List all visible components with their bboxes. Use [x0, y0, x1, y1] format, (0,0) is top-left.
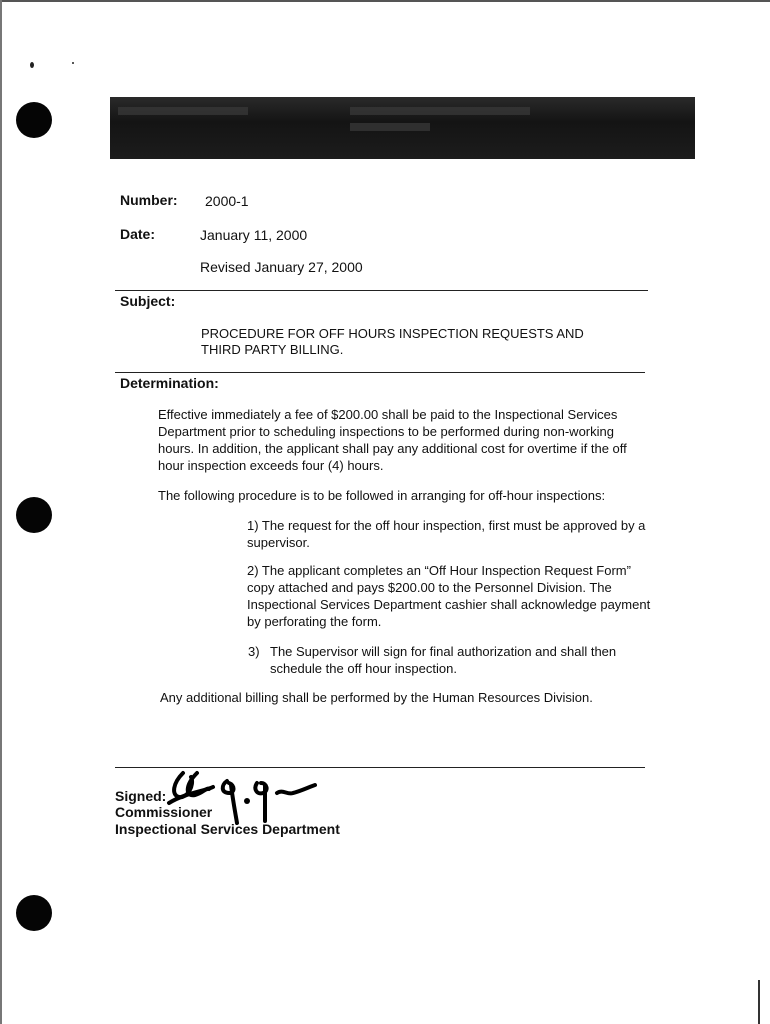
date-label: Date:	[120, 226, 156, 242]
subject-line-2: THIRD PARTY BILLING.	[201, 342, 344, 357]
signer-title: Commissioner	[115, 804, 213, 820]
page-top-edge	[0, 0, 770, 2]
revised-date: Revised January 27, 2000	[200, 259, 363, 275]
step-2: 2) The applicant completes an “Off Hour Inspection Request Form” copy attached and pays $200.00 to the Personnel Division. The Inspectional Services Department cashier shall acknowledge payment by perforating the form.	[247, 563, 651, 629]
speck	[72, 62, 74, 64]
punch-hole-top	[16, 102, 52, 138]
number-value: 2000-1	[205, 193, 249, 209]
signed-label: Signed:	[115, 788, 167, 804]
subject-label: Subject:	[120, 293, 176, 309]
punch-hole-middle	[16, 497, 52, 533]
subject-line-1: PROCEDURE FOR OFF HOURS INSPECTION REQUESTS AND	[201, 326, 584, 341]
determination-rule	[115, 372, 645, 373]
page-right-edge	[758, 980, 760, 1024]
punch-hole-bottom	[16, 895, 52, 931]
step-3: The Supervisor will sign for final authorization and shall then schedule the off hour inspection.	[270, 644, 617, 676]
step-1: 1) The request for the off hour inspection, first must be approved by a supervisor.	[247, 518, 646, 550]
closing-paragraph: Any additional billing shall be performed by the Human Resources Division.	[160, 690, 593, 705]
step-3-number: 3)	[248, 644, 260, 659]
page-left-edge	[0, 0, 2, 1024]
date-value: January 11, 2000	[200, 227, 308, 243]
determination-label: Determination:	[120, 375, 219, 391]
fee-paragraph: Effective immediately a fee of $200.00 shall be paid to the Inspectional Services Department prior to scheduling inspections to be performed during non-working hours. In addition, the applicant shall pay any additional cost for overtime if the off hour inspection exceeds four (4) hours.	[158, 407, 627, 473]
number-label: Number:	[120, 192, 178, 208]
signer-department: Inspectional Services Department	[115, 821, 340, 837]
subject-rule	[115, 290, 648, 291]
speck	[30, 62, 34, 68]
procedure-intro: The following procedure is to be followed in arranging for off-hour inspections:	[158, 488, 606, 503]
letterhead-banner	[110, 97, 695, 159]
